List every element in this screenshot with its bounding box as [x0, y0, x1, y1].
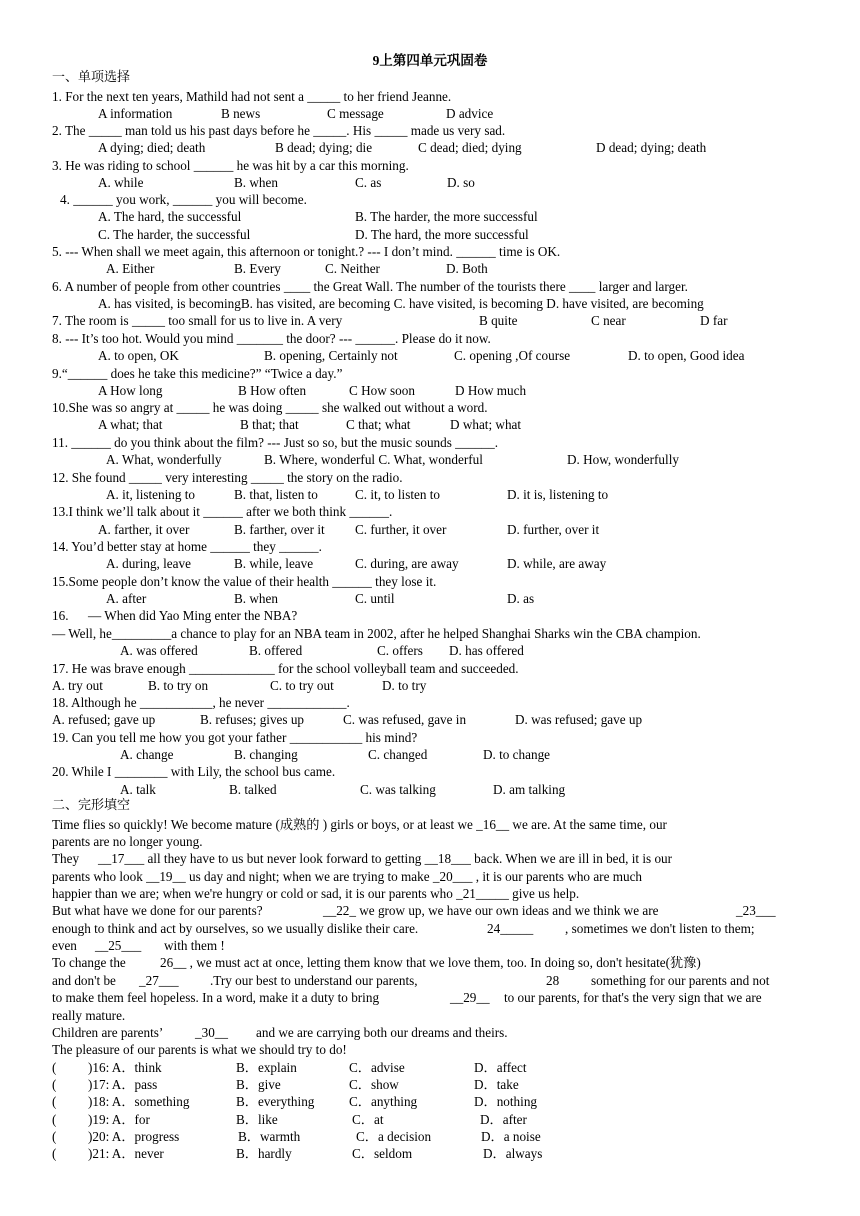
- option-b: B. changing: [234, 747, 298, 762]
- option-d: D dead; dying; death: [596, 140, 707, 155]
- option-b: B. talked: [229, 782, 277, 797]
- option-d: D. was refused; gave up: [515, 712, 643, 727]
- question-17: 17. He was brave enough _____________ for the school volleyball team and succeeded.: [52, 661, 519, 676]
- option-c: C How soon: [349, 383, 415, 398]
- option-d: D．take: [474, 1077, 519, 1092]
- option-b: B．everything: [236, 1094, 315, 1109]
- passage-line-5: happier than we are; when we're hungry or cold or sad, it is our parents who _21_____ give us help.: [52, 886, 580, 901]
- passage-text: .Try our best to understand our parents,: [210, 973, 418, 988]
- option-d: D. further, over it: [507, 522, 600, 537]
- question-6-options: A. has visited, is becomingB. has visited, are becoming C. have visited, is becoming D. have visited, are becoming: [98, 296, 704, 311]
- option-d: D．always: [483, 1146, 543, 1161]
- passage-line-1: Time flies so quickly! We become mature (成熟的 ) girls or boys, or at least we _16__ we are. At the same time, our: [52, 817, 667, 832]
- option-d: D．after: [480, 1112, 527, 1127]
- option-b: B quite: [479, 313, 518, 328]
- passage-text: 28: [546, 973, 560, 988]
- option-a: )20: A．progress: [88, 1129, 180, 1144]
- option-a: A How long: [98, 383, 163, 398]
- passage-text: something for our parents and not: [591, 973, 770, 988]
- passage-text: Children are parents’: [52, 1025, 164, 1040]
- question-15: 15.Some people don’t know the value of their health ______ they lose it.: [52, 574, 437, 589]
- option-b: B. that, listen to: [234, 487, 318, 502]
- option-c: C. as: [355, 175, 382, 190]
- option-c: C dead; died; dying: [418, 140, 522, 155]
- option-a: )21: A．never: [88, 1146, 164, 1161]
- question-2: 2. The _____ man told us his past days before he _____. His _____ made us very sad.: [52, 123, 506, 138]
- option-b: B news: [221, 106, 261, 121]
- answer-blank: (: [52, 1146, 57, 1161]
- passage-text: even: [52, 938, 77, 953]
- option-c: C. changed: [368, 747, 428, 762]
- option-c: C．advise: [349, 1060, 405, 1075]
- option-d: D. so: [447, 175, 475, 190]
- option-b: B．hardly: [236, 1146, 292, 1161]
- option-b: B. to try on: [148, 678, 209, 693]
- passage-text: __25___: [95, 938, 142, 953]
- option-d: D How much: [455, 383, 527, 398]
- option-d: D. while, are away: [507, 556, 607, 571]
- option-d: D. to try: [382, 678, 427, 693]
- passage-text: to make them feel hopeless. In a word, make it a duty to bring: [52, 990, 380, 1005]
- option-d: D. Both: [446, 261, 488, 276]
- option-b: B dead; dying; die: [275, 140, 373, 155]
- question-14: 14. You’d better stay at home ______ they ______.: [52, 539, 322, 554]
- option-a: A. after: [106, 591, 147, 606]
- passage-text: with them !: [164, 938, 225, 953]
- question-19: 19. Can you tell me how you got your father ___________ his mind?: [52, 730, 418, 745]
- option-b: B. while, leave: [234, 556, 314, 571]
- question-12: 12. She found _____ very interesting _____ the story on the radio.: [52, 470, 403, 485]
- option-d: D far: [700, 313, 728, 328]
- passage-text: _30__: [195, 1025, 228, 1040]
- option-c: C that; what: [346, 417, 411, 432]
- option-b: B. when: [234, 175, 278, 190]
- question-4: 4. ______ you work, ______ you will become.: [60, 192, 307, 207]
- option-b: B．explain: [236, 1060, 297, 1075]
- question-6: 6. A number of people from other countries ____ the Great Wall. The number of the tourists there ____ larger and larger.: [52, 279, 688, 294]
- option-c: C. during, are away: [355, 556, 459, 571]
- question-3: 3. He was riding to school ______ he was hit by a car this morning.: [52, 158, 409, 173]
- option-d: D. am talking: [493, 782, 566, 797]
- option-b: B. The harder, the more successful: [355, 209, 538, 224]
- option-a: A what; that: [98, 417, 163, 432]
- question-16-prompt: — When did Yao Ming enter the NBA?: [88, 608, 298, 623]
- answer-blank: (: [52, 1112, 57, 1127]
- option-c: C. opening ,Of course: [454, 348, 571, 363]
- option-b: B. refuses; gives up: [200, 712, 305, 727]
- passage-text: enough to think and act by ourselves, so we usually dislike their care.: [52, 921, 419, 936]
- option-d: D. The hard, the more successful: [355, 227, 529, 242]
- option-c: C．seldom: [352, 1146, 413, 1161]
- option-a: A. farther, it over: [98, 522, 190, 537]
- option-a: )16: A．think: [88, 1060, 162, 1075]
- option-c: C．anything: [349, 1094, 418, 1109]
- option-c: C. it, to listen to: [355, 487, 440, 502]
- option-a: A. try out: [52, 678, 103, 693]
- passage-text: __22_ we grow up, we have our own ideas and we think we are: [323, 903, 659, 918]
- option-c: C. was talking: [360, 782, 436, 797]
- option-d: D. has offered: [449, 643, 524, 658]
- question-10: 10.She was so angry at _____ he was doing _____ she walked out without a word.: [52, 400, 488, 415]
- question-7: 7. The room is _____ too small for us to live in. A very: [52, 313, 343, 328]
- question-20: 20. While I ________ with Lily, the school bus came.: [52, 764, 336, 779]
- option-a: )19: A．for: [88, 1112, 150, 1127]
- passage-line-4: parents who look __19__ us day and night; when we are trying to make _20___ , it is our parents who are much: [52, 869, 643, 884]
- passage-text: __29__: [450, 990, 490, 1005]
- option-b: B. offered: [249, 643, 303, 658]
- passage-text: and don't be: [52, 973, 116, 988]
- passage-text: , sometimes we don't listen to them;: [565, 921, 755, 936]
- option-c: C near: [591, 313, 626, 328]
- option-d: D. to change: [483, 747, 551, 762]
- option-c: C．show: [349, 1077, 399, 1092]
- option-c: C. offers: [377, 643, 423, 658]
- question-18: 18. Although he ___________, he never ____________.: [52, 695, 350, 710]
- question-8: 8. --- It’s too hot. Would you mind _______ the door? --- ______. Please do it now.: [52, 331, 491, 346]
- option-c: C. further, it over: [355, 522, 447, 537]
- question-5: 5. --- When shall we meet again, this afternoon or tonight.? --- I don’t mind. ______ time is OK.: [52, 244, 561, 259]
- passage-text: _27___: [139, 973, 179, 988]
- option-a: A. refused; gave up: [52, 712, 156, 727]
- option-a: A. it, listening to: [106, 487, 196, 502]
- section-heading-multiple-choice: 一、单项选择: [52, 70, 131, 85]
- option-d: D what; what: [450, 417, 522, 432]
- option-c: C. The harder, the successful: [98, 227, 251, 242]
- option-a: A. talk: [120, 782, 156, 797]
- option-a: A. The hard, the successful: [98, 209, 242, 224]
- passage-text: 24_____: [487, 921, 534, 936]
- option-a: A. What, wonderfully: [106, 452, 222, 467]
- option-d: D. as: [507, 591, 535, 606]
- passage-text: They: [52, 851, 80, 866]
- question-1: 1. For the next ten years, Mathild had not sent a _____ to her friend Jeanne.: [52, 89, 452, 104]
- page-title: 9上第四单元巩固卷: [372, 53, 488, 68]
- question-16-number: 16.: [52, 608, 69, 623]
- option-d: D. it is, listening to: [507, 487, 609, 502]
- option-c: C. Neither: [325, 261, 380, 276]
- answer-blank: (: [52, 1094, 57, 1109]
- option-d: D advice: [446, 106, 494, 121]
- answer-blank: (: [52, 1129, 57, 1144]
- answer-blank: (: [52, 1077, 57, 1092]
- option-b: B that; that: [240, 417, 299, 432]
- section-heading-cloze: 二、完形填空: [52, 798, 131, 813]
- question-11: 11. ______ do you think about the film? --- Just so so, but the music sounds ______.: [52, 435, 499, 450]
- option-b: B．like: [236, 1112, 278, 1127]
- option-c: C. to try out: [270, 678, 334, 693]
- passage-text: and we are carrying both our dreams and theirs.: [256, 1025, 508, 1040]
- option-a: A. was offered: [120, 643, 198, 658]
- passage-text: __17___ all they have to us but never look forward to getting __18___ back. When we are ill in bed, it is our: [98, 851, 673, 866]
- passage-text: To change the: [52, 955, 126, 970]
- option-a: )18: A．something: [88, 1094, 190, 1109]
- question-13: 13.I think we’ll talk about it ______ after we both think ______.: [52, 504, 393, 519]
- option-b: B. when: [234, 591, 278, 606]
- option-c: C. was refused, gave in: [343, 712, 467, 727]
- option-a: )17: A．pass: [88, 1077, 158, 1092]
- option-d: D. How, wonderfully: [567, 452, 679, 467]
- answer-blank: (: [52, 1060, 57, 1075]
- question-16-answer-line: — Well, he_________a chance to play for an NBA team in 2002, after he helped Shanghai Sharks win the CBA champion.: [52, 626, 701, 641]
- passage-text: _23___: [736, 903, 776, 918]
- passage-text: But what have we done for our parents?: [52, 903, 263, 918]
- option-d: D．affect: [474, 1060, 527, 1075]
- passage-line-2: parents are no longer young.: [52, 834, 203, 849]
- option-a: A. while: [98, 175, 144, 190]
- option-b: B How often: [238, 383, 307, 398]
- option-d: D．a noise: [481, 1129, 541, 1144]
- passage-line-14: The pleasure of our parents is what we should try to do!: [52, 1042, 347, 1057]
- option-a: A. to open, OK: [98, 348, 179, 363]
- option-b: B．warmth: [238, 1129, 301, 1144]
- option-a: A. Either: [106, 261, 155, 276]
- option-a: A information: [98, 106, 173, 121]
- option-b: B. opening, Certainly not: [264, 348, 398, 363]
- option-b-c: B. Where, wonderful C. What, wonderful: [264, 452, 483, 467]
- question-9: 9.“______ does he take this medicine?” “Twice a day.”: [52, 366, 343, 381]
- option-a: A. during, leave: [106, 556, 191, 571]
- option-a: A. change: [120, 747, 174, 762]
- option-c: C．at: [352, 1112, 384, 1127]
- option-c: C. until: [355, 591, 395, 606]
- option-c: C．a decision: [356, 1129, 432, 1144]
- option-d: D．nothing: [474, 1094, 538, 1109]
- option-b: B. Every: [234, 261, 281, 276]
- option-a: A dying; died; death: [98, 140, 206, 155]
- passage-text: to our parents, for that's the very sign that we are: [504, 990, 762, 1005]
- option-b: B．give: [236, 1077, 281, 1092]
- option-b: B. farther, over it: [234, 522, 325, 537]
- passage-text: 26__ , we must act at once, letting them know that we love them, too. In doing so, don't hesitate(犹豫): [160, 955, 701, 970]
- option-d: D. to open, Good idea: [628, 348, 745, 363]
- option-c: C message: [327, 106, 384, 121]
- passage-line-12: really mature.: [52, 1008, 126, 1023]
